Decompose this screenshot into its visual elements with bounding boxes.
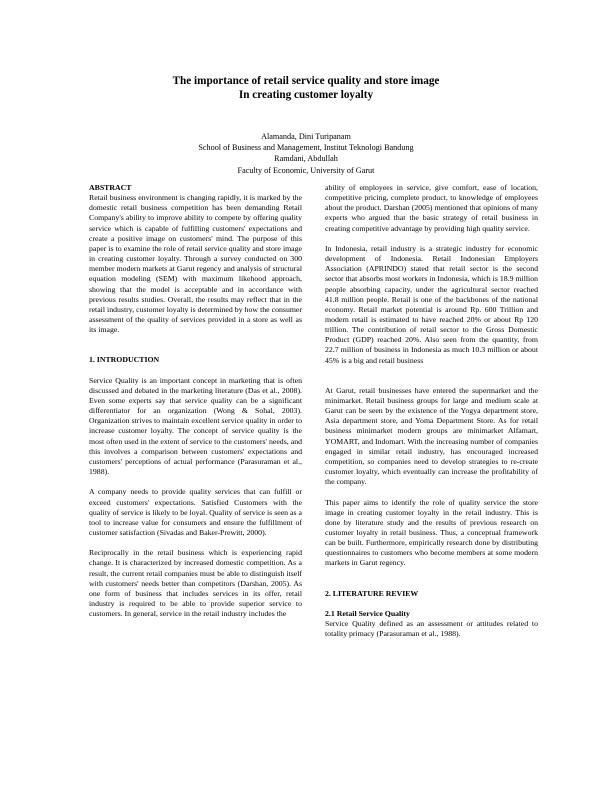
body-paragraph-5: Service Quality defined as an assessment or attitudes related to totality primacy (Parasuraman et al., 1988). (325, 619, 538, 639)
literature-review-heading: 2. LITERATURE REVIEW (325, 588, 419, 598)
author-affiliation-1: School of Business and Management, Institut Teknologi Bandung (198, 143, 414, 153)
author-block (0, 131, 612, 176)
intro-paragraph-1: Service Quality is an important concept in marketing that is often discussed and debated in the marketing literature (Das et al., 2008). Even some experts say that service quality can be a significant differentiator for an organization (Wong & Sohal, 2003). Organization strives to maintain excellent service quality in order to increase customer loyalty. The concept of service quality is the most often used in the extent of service to the customers' needs, and this involves a comparison between customers' expectations and customers' perceptions of actual performance (Parasuraman et al., 1988). (89, 375, 302, 477)
body-paragraph-4: This paper aims to identify the role of quality service the store image in creating customer loyalty in the retail industry. This is done by literature study and the results of previous research on customer loyalty in retail business. Thus, a conceptual framework can be built. Furthermore, empirically research done by distributing questionnaires to customers who become members at some modern markets in Garut regency. (325, 497, 538, 568)
body-paragraph-2: In Indonesia, retail industry is a strategic industry for economic development of Indonesia. Retail Indonesian Employers Association (APRINDO) stated that retail sector is the second sector that absorbs most workers in Indonesia, which is 18.9 million people absorbing capacity, under the agricultural sector reached 41.8 million people. Retail is one of the backbones of the national economy. Retail market potential is around Rp. 600 Trillion and modern retail is estimated to have reached 20% or about Rp 120 trillion. The contribution of retail sector to the Gross Domestic Product (GDP) reached 20%. Also seen from the quantity, from 22.7 million of business in Indonesia as much 10.3 million or about 45% is a big and retail business (325, 243, 538, 365)
left-column (89, 183, 302, 619)
body-paragraph-3: At Garut, retail businesses have entered the supermarket and the minimarket. Retail business groups for large and medium scale at Garut can be seen by the existence of the Yogya department store, Asia department store, and Yoma Department Store. As for retail business minimarket modern groups are minimarket Alfamart, YOMART, and Indomart. With the increasing number of companies engaged in similar retail industry, has encouraged increased competition, so companies need to develop strategies to re-create customer loyalty, which eventually can increase the profitability of the company. (325, 385, 538, 487)
introduction-heading: 1. INTRODUCTION (89, 355, 160, 365)
title-line-1: The importance of retail service quality and store image (172, 75, 440, 87)
intro-paragraph-2: A company needs to provide quality services that can fulfill or exceed customers' expectations. Satisfied Customers with the quality of service is likely to be loyal. Quality of service is seen as a tool to increase value for consumers and ensure the fulfillment of customer satisfaction (Sivadas and Baker-Prewitt, 2000). (89, 487, 302, 537)
author-affiliation-2: Faculty of Economic, University of Garut (237, 165, 375, 175)
right-column (325, 183, 538, 639)
abstract-heading: ABSTRACT (89, 183, 132, 192)
intro-paragraph-3: Reciprocally in the retail business which is experiencing rapid change. It is characterized by increased domestic competition. As a result, the current retail companies must be able to distinguish itself with customers' needs better than competitors (Darshan, 2005). As one form of business that includes services in its offer, retail industry is required to be able to provide superior service to customers. In general, service in the retail industry includes the (89, 548, 302, 619)
abstract-text: Retail business environment is changing rapidly, it is marked by the domestic retail business competition has been demanding Retail Company's ability to improve ability to compete by offering quality service which is capable of fulfilling customers' expectations and create a positive image on customers' mind. The purpose of this paper is to examine the role of retail service quality and store image in creating customer loyalty. Through a survey conducted on 300 member modern markets at Garut regency and analysis of structural equation modeling (SEM) with maximum likehood approach, showing that the model is acceptable and in accordance with previous results studies. Overall, the results may reflect that in the retail industry, customer loyalty is determined by how the consumer assessment of the quality of services provided in a store as well as its image. (89, 193, 302, 335)
paper-title (0, 74, 612, 102)
body-paragraph-1: ability of employees in service, give comfort, ease of location, competitive pricing, complete product, to knowledge of employees about the product. Darshan (2005) mentioned that opinions of many experts who argued that the basic strategy of retail business in creating competitive advantage by providing high quality service. (325, 183, 538, 233)
title-line-2: In creating customer loyalty (238, 89, 374, 101)
author-names-1: Alamanda, Dini Turipanam (261, 132, 351, 141)
retail-service-quality-subheading: 2.1 Retail Service Quality (325, 608, 410, 618)
author-names-2: Ramdani, Abdullah (274, 154, 338, 164)
